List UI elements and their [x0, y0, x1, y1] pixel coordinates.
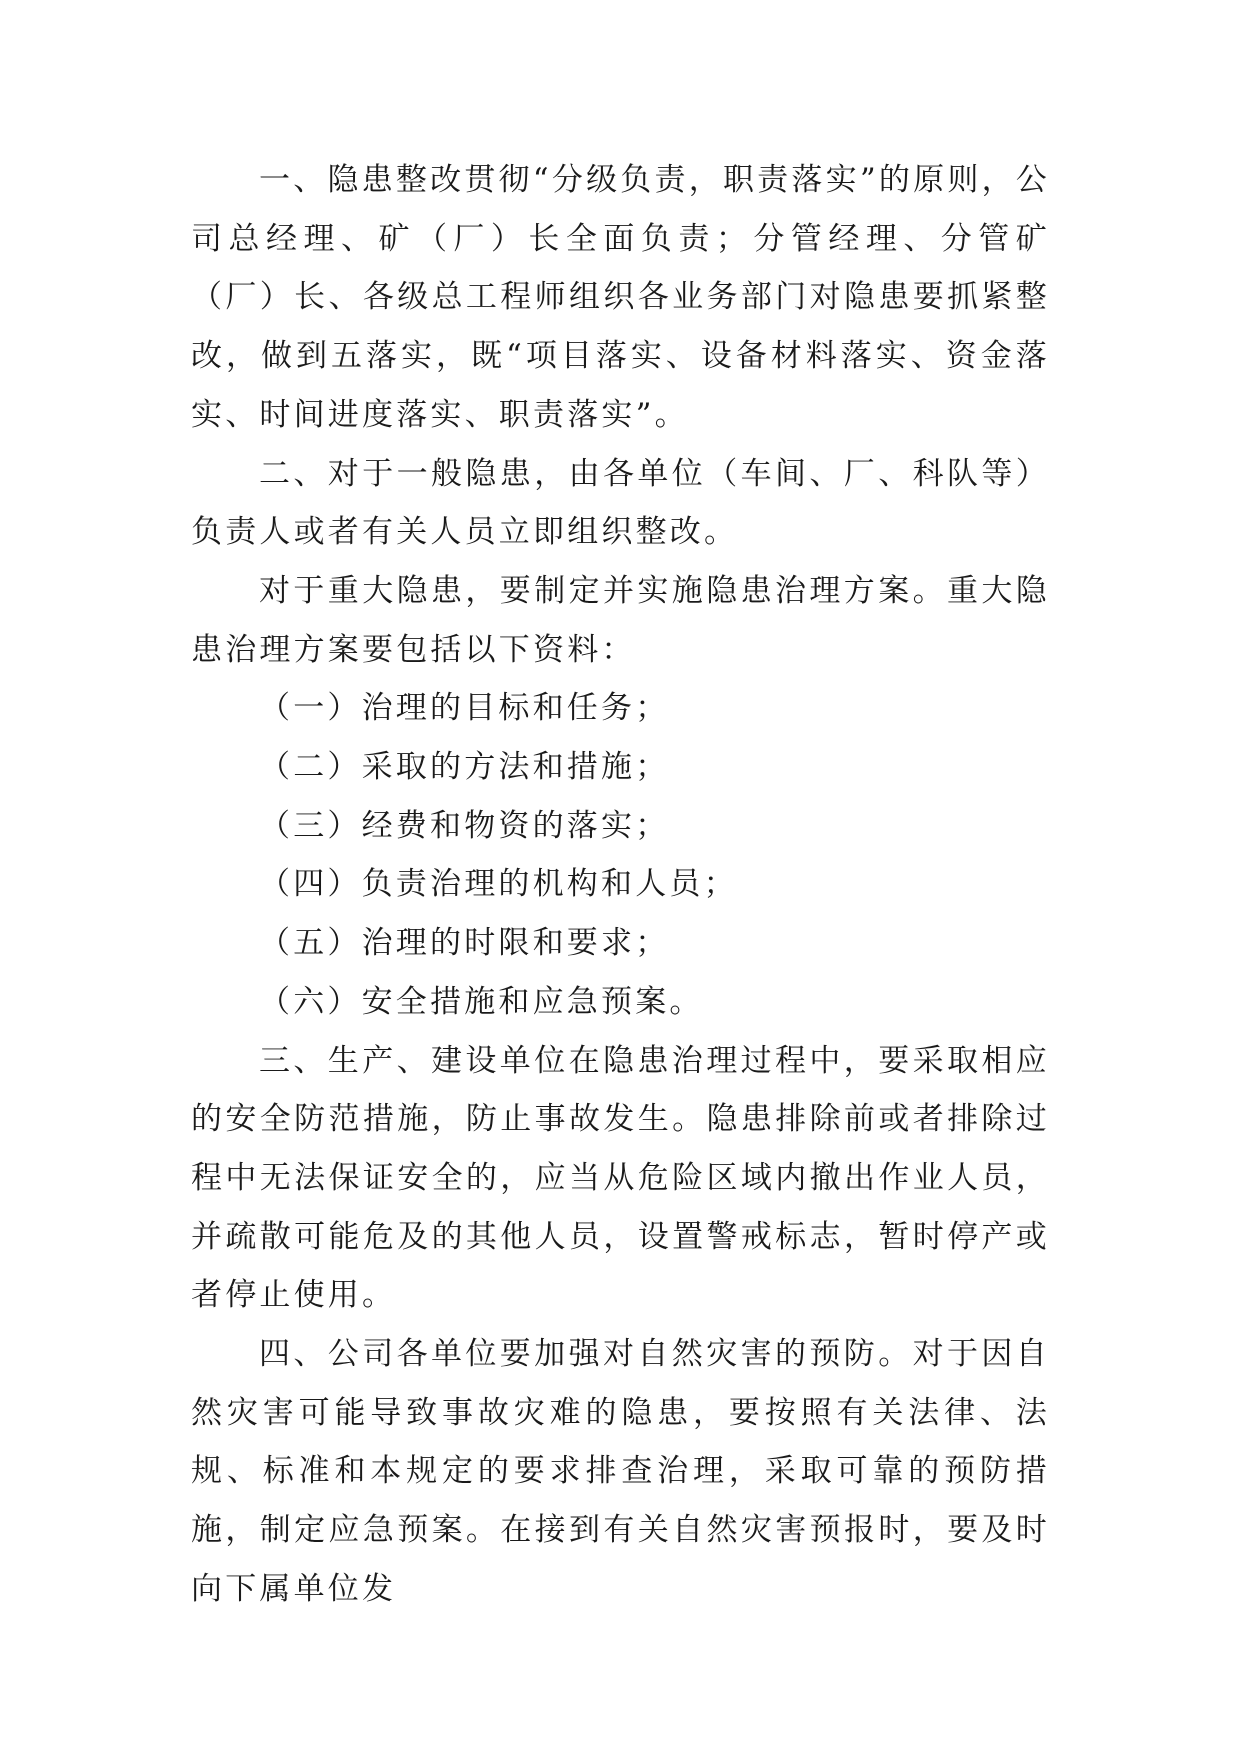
list-item-6: （六）安全措施和应急预案。: [259, 983, 704, 1020]
paragraph-major-hazard-intro: 对于重大隐患，要制定并实施隐患治理方案。重大隐患治理方案要包括以下资料：: [191, 572, 1050, 668]
list-item-4: （四）负责治理的机构和人员；: [259, 866, 738, 903]
list-item-1: （一）治理的目标和任务；: [259, 690, 670, 727]
list-item-3: （三）经费和物资的落实；: [259, 807, 670, 844]
list-item-5: （五）治理的时限和要求；: [259, 925, 670, 962]
list-item-2: （二）采取的方法和措施；: [259, 749, 670, 786]
paragraph-section-1: 一、隐患整改贯彻“分级负责，职责落实”的原则，公司总经理、矿（厂）长全面负责；分管经理、分管矿（厂）长、各级总工程师组织各业务部门对隐患要抓紧整改，做到五落实，既“项目落实、设备材料落实、资金落实、时间进度落实、职责落实”。: [191, 162, 1050, 433]
paragraph-section-2: 二、对于一般隐患，由各单位（车间、厂、科队等）负责人或者有关人员立即组织整改。: [191, 455, 1050, 551]
paragraph-section-4: 四、公司各单位要加强对自然灾害的预防。对于因自然灾害可能导致事故灾难的隐患，要按照有关法律、法规、标准和本规定的要求排查治理，采取可靠的预防措施，制定应急预案。在接到有关自然灾害预报时，要及时向下属单位发: [191, 1336, 1050, 1607]
paragraph-section-3: 三、生产、建设单位在隐患治理过程中，要采取相应的安全防范措施，防止事故发生。隐患排除前或者排除过程中无法保证安全的，应当从危险区域内撤出作业人员，并疏散可能危及的其他人员，设置警戒标志，暂时停产或者停止使用。: [191, 1042, 1050, 1314]
document-body: [191, 151, 1050, 1619]
